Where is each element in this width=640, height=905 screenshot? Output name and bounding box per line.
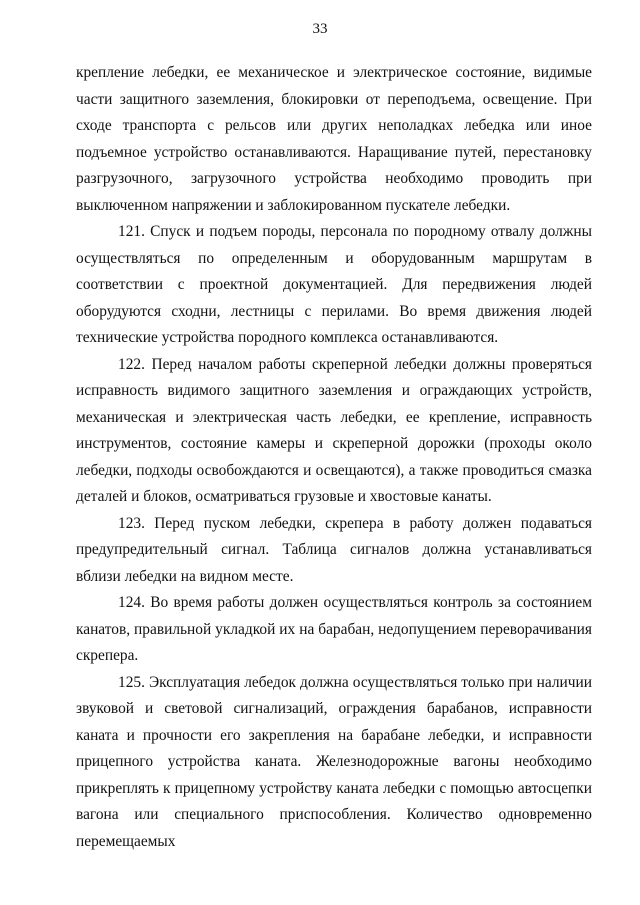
paragraph-122: 122. Перед началом работы скреперной лебедки должны проверяться исправность видимого защитного заземления и ограждающих устройств, механическая и электрическая часть лебедки, ее крепление, исправность инструментов, состояние камеры и скреперной дорожки (проходы около лебедки, подходы освобождаются и освещаются), а также проводиться смазка деталей и блоков, осматриваться грузовые и хвостовые канаты. bbox=[76, 355, 592, 505]
paragraph-continuation: крепление лебедки, ее механическое и электрическое состояние, видимые части защитного заземления, блокировки от переподъема, освещение. При сходе транспорта с рельсов или других неполадках лебедка или иное подъемное устройство останавливаются. Наращивание путей, перестановку разгрузочного, загрузочного устройства необходимо проводить при выключенном напряжении и заблокированном пускателе лебедки. bbox=[76, 64, 592, 214]
paragraph-124: 124. Во время работы должен осуществляться контроль за состоянием канатов, правильной укладкой их на барабан, недопущением переворачивания скрепера. bbox=[76, 594, 592, 664]
paragraph-121: 121. Спуск и подъем породы, персонала по породному отвалу должны осуществляться по определенным и оборудованным маршрутам в соответствии с проектной документацией. Для передвижения людей оборудуются сходни, лестницы с перилами. Во время движения людей технические устройства породного комплекса останавливаются. bbox=[76, 223, 592, 346]
page-number: 33 bbox=[312, 21, 328, 37]
paragraph-125: 125. Эксплуатация лебедок должна осуществляться только при наличии звуковой и световой сигнализаций, ограждения барабанов, исправности каната и прочности его закрепления на барабане лебедки, и исправности прицепного устройства каната. Железнодорожные вагоны необходимо прикреплять к прицепному устройству каната лебедки с помощью автосцепки вагона или специального приспособления. Количество одновременно перемещаемых bbox=[76, 673, 592, 850]
paragraph-123: 123. Перед пуском лебедки, скрепера в работу должен подаваться предупредительный сигнал. Таблица сигналов должна устанавливаться вблизи лебедки на видном месте. bbox=[76, 514, 592, 585]
document-body bbox=[76, 60, 592, 855]
